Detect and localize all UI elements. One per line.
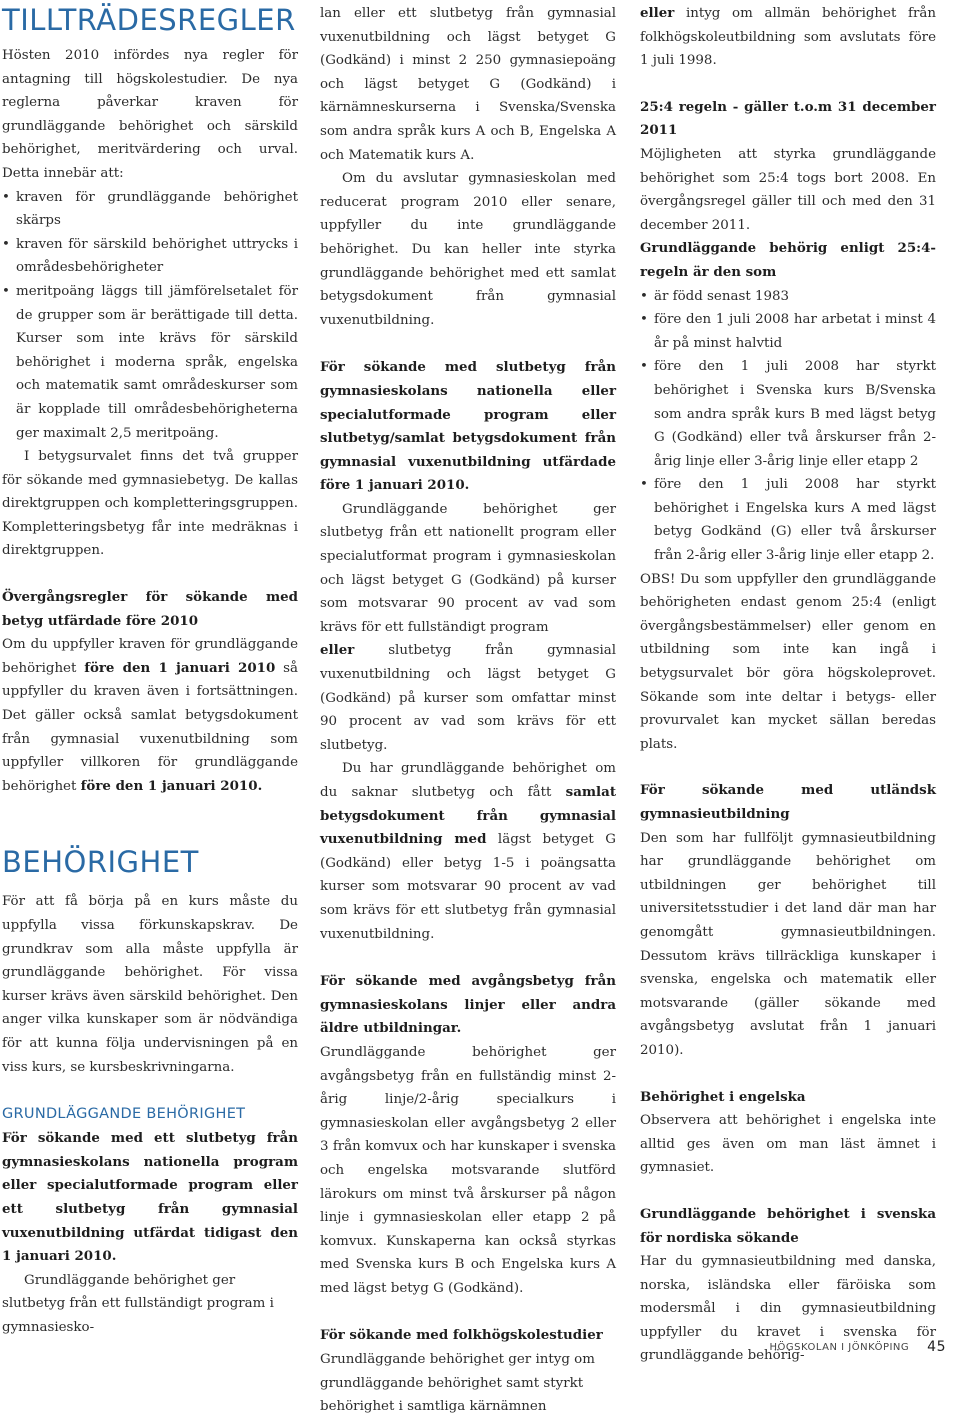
continued-paragraph: lan eller ett slutbetyg från gymnasial vuxenutbildning och lägst betyget G (Godkänd) i minst 2 250 gymnasiepoäng och lägst betyget G (Godkänd) i kärnämneskurserna i Svenska/Svenska som andra språk kurs A och B, Engelska A och Matematik kurs A. <box>320 6 616 163</box>
column-left <box>2 2 298 1340</box>
utlandsk-paragraph: Den som har fullföljt gymnasieutbildning har grundläggande behörighet om utbildningen ger behörighet till universitetsstudier i det land där man har genomgått gymnasieutbildningen. Dessutom krävs tillräckliga kunskaper i svenska, engelska och matematik eller motsvarande (gäller sökande med avgångsbetyg avslutat från 1 januari 2010). <box>640 830 936 1058</box>
behorighet-paragraph: För att få börja på en kurs måste du uppfylla vissa förkunskapskrav. De grundkrav som alla måste uppfylla är grundläggande behörighet. För vissa kurser krävs även särskild behörighet. Den anger vilka kunskaper som är nödvändiga för att kunna följa undervisningen på en viss kurs, se kursbeskrivningarna. <box>2 894 298 1075</box>
r254-paragraph: Möjligheten att styrka grundläggande behörighet som 25:4 togs bort 2008. En övergångsregel gäller till och med den 31 december 2011. <box>640 146 936 233</box>
section-title-slutbetyg: För sökande med slutbetyg från gymnasieskolans nationella eller specialutformade program eller slutbetyg/samlat betygsdokument från gymnasial vuxenutbildning utfärdade före 1 januari 2010. <box>320 359 616 494</box>
intro-paragraph: Hösten 2010 infördes nya regler för antagning till högskolestudier. De nya reglerna påverkar kraven för grundläggande behörighet och särskild behörighet, meritvärdering och urval. Detta innebär att: <box>2 48 298 181</box>
section-title-engelska: Behörighet i engelska <box>640 1088 806 1105</box>
subhead-grundlaggande: GRUNDLÄGGANDE BEHÖRIGHET <box>2 1106 246 1123</box>
heading-behorighet: BEHÖRIGHET <box>2 845 199 880</box>
eller-paragraph: eller slutbetyg från gymnasial vuxenutbildning och lägst betyget G (Godkänd) på kurser som omfattar minst 90 procent av vad som krävs för ett slutbetyg. <box>320 642 616 753</box>
section-title-avgangsbetyg: För sökande med avgångsbetyg från gymnasieskolans linjer eller andra äldre utbildningar. <box>320 973 616 1037</box>
list-item: • före den 1 juli 2008 har arbetat i minst 4 år på minst halvtid <box>640 308 936 355</box>
list-item: • kraven för grundläggande behörighet skärps <box>2 186 298 233</box>
column-right <box>640 2 936 1368</box>
engelska-paragraph: Observera att behörighet i engelska inte alltid ges även om man läst ämnet i gymnasiet. <box>640 1113 936 1176</box>
samlat-paragraph: Du har grundläggande behörighet om du saknar slutbetyg och fått samlat betygsdokument från gymnasial vuxenutbildning med lägst betyget G (Godkänd) eller betyg 1-5 i poängsatta kurser som motsvarar 90 procent av vad som krävs för ett slutbetyg från gymnasial vuxenutbildning. <box>320 761 617 942</box>
nordiska-paragraph: Har du gymnasieutbildning med danska, norska, isländska eller färöiska som modersmål i din gymnasieutbildning uppfyller du kravet i svenska för grundläggande behörig- <box>640 1254 936 1364</box>
avgangsbetyg-paragraph: Grundläggande behörighet ger avgångsbetyg från en fullständig minst 2-årig linje/2-årig specialkurs i gymnasieskolan eller avgångsbetyg 2 eller 3 från komvux och har kunskaper i svenska och engelska motsvarande slutförd lärokurs om minst två årskurser på någon linje i gymnasieskolan eller etapp 2 på komvux. Kunskaperna kan också styrkas med Svenska kurs B och Engelska kurs A med lägst betyg G (Godkänd). <box>320 1044 616 1296</box>
section-title-utlandsk: För sökande med utländsk gymnasieutbildning <box>640 782 936 822</box>
publisher-name: HÖGSKOLAN I JÖNKÖPING <box>769 1341 910 1353</box>
list-item: • före den 1 juli 2008 har styrkt behörighet i Engelska kurs A med lägst betyg Godkänd (G) eller två årskurser från 2-årig eller 3-årig linje eller etapp 2. <box>640 473 936 567</box>
reducerat-paragraph: Om du avslutar gymnasieskolan med reducerat program 2010 eller senare, uppfyller du inte grundläggande behörighet. Du kan heller inte styrka grundläggande behörighet med ett samlat betygsdokument från gymnasial vuxenutbildning. <box>320 171 616 328</box>
slutbetyg-paragraph: Grundläggande behörighet ger slutbetyg från ett nationellt program eller specialutformat program i gymnasieskolan och lägst betyget G (Godkänd) på kurser som motsvarar 90 procent av vad som krävs för ett fullständigt program <box>320 501 616 635</box>
overgang-paragraph: Om du uppfyller kraven för grundläggande behörighet före den 1 januari 2010 så uppfyller du kraven även i fortsättningen. Det gäller också samlat betygsdokument från gymnasial vuxenutbildning som uppfyller villkoren för grundläggande behörighet före den 1 januari 2010. <box>2 637 298 794</box>
list-item: • kraven för särskild behörighet uttrycks i områdesbehörigheter <box>2 233 298 280</box>
section-title-254: 25:4 regeln - gäller t.o.m 31 december 2011 <box>640 98 936 139</box>
section-title-nordiska: Grundläggande behörighet i svenska för nordiska sökande <box>640 1205 936 1246</box>
r254-list <box>640 285 936 568</box>
betygsurval-paragraph: I betygsurvalet finns det två grupper för sökande med gymnasiebetyg. De kallas direktgruppen och kompletteringsgruppen. Kompletteringsbetyg får inte medräknas i direktgruppen. <box>2 449 298 559</box>
r254-subtitle: Grundläggande behörig enligt 25:4-regeln är den som <box>640 240 936 280</box>
page-number: 45 <box>927 1339 946 1355</box>
list-item: • före den 1 juli 2008 har styrkt behörighet i Svenska kurs B/Svenska som andra språk kurs B med lägst betyg G (Godkänd) eller två årskurser från 2-årig linje eller 3-årig linje eller etapp 2 <box>640 355 936 473</box>
list-item: • är född senast 1983 <box>640 285 936 309</box>
overgang-title: Övergångsregler för sökande med betyg utfärdade före 2010 <box>2 589 298 629</box>
obs-paragraph: OBS! Du som uppfyller den grundläggande behörigheten endast genom 25:4 (enligt övergångsbestämmelser) eller genom en utbildning som inte kan ingå i betygsurvalet bör göra högskoleprovet. Sökande som inte deltar i betygs- eller provurvalet kan mycket sällan beredas plats. <box>640 571 936 752</box>
grundl-paragraph: Grundläggande behörighet ger slutbetyg från ett fullständigt program i gymnasiesko- <box>2 1272 274 1335</box>
folkhogskola-paragraph: Grundläggande behörighet ger intyg om grundläggande behörighet samt styrkt behörighet i samtliga kärnämnen <box>320 1352 595 1415</box>
list-item: • meritpoäng läggs till jämförelsetalet för de grupper som är berättigade till detta. Kurser som inte krävs för särskild behörighet i moderna språk, engelska och matematik samt områdeskurser som är kopplade till områdesbehörigheterna ger maximalt 2,5 meritpoäng. <box>2 280 298 445</box>
page-footer <box>769 1339 946 1355</box>
grundl-bold-paragraph: För sökande med ett slutbetyg från gymnasieskolans nationella program eller specialutformade program eller ett slutbetyg från gymnasial vuxenutbildning utfärdat tidigast den 1 januari 2010. <box>2 1130 298 1265</box>
rule-change-list <box>2 186 298 446</box>
section-title-folkhogskola: För sökande med folkhögskolestudier <box>320 1327 603 1344</box>
eller-intyg-paragraph: eller intyg om allmän behörighet från folkhögskoleutbildning som avslutats före 1 juli 1998. <box>640 5 936 69</box>
column-middle <box>320 2 616 1419</box>
heading-tilltradesregler: TILLTRÄDESREGLER <box>2 3 296 37</box>
